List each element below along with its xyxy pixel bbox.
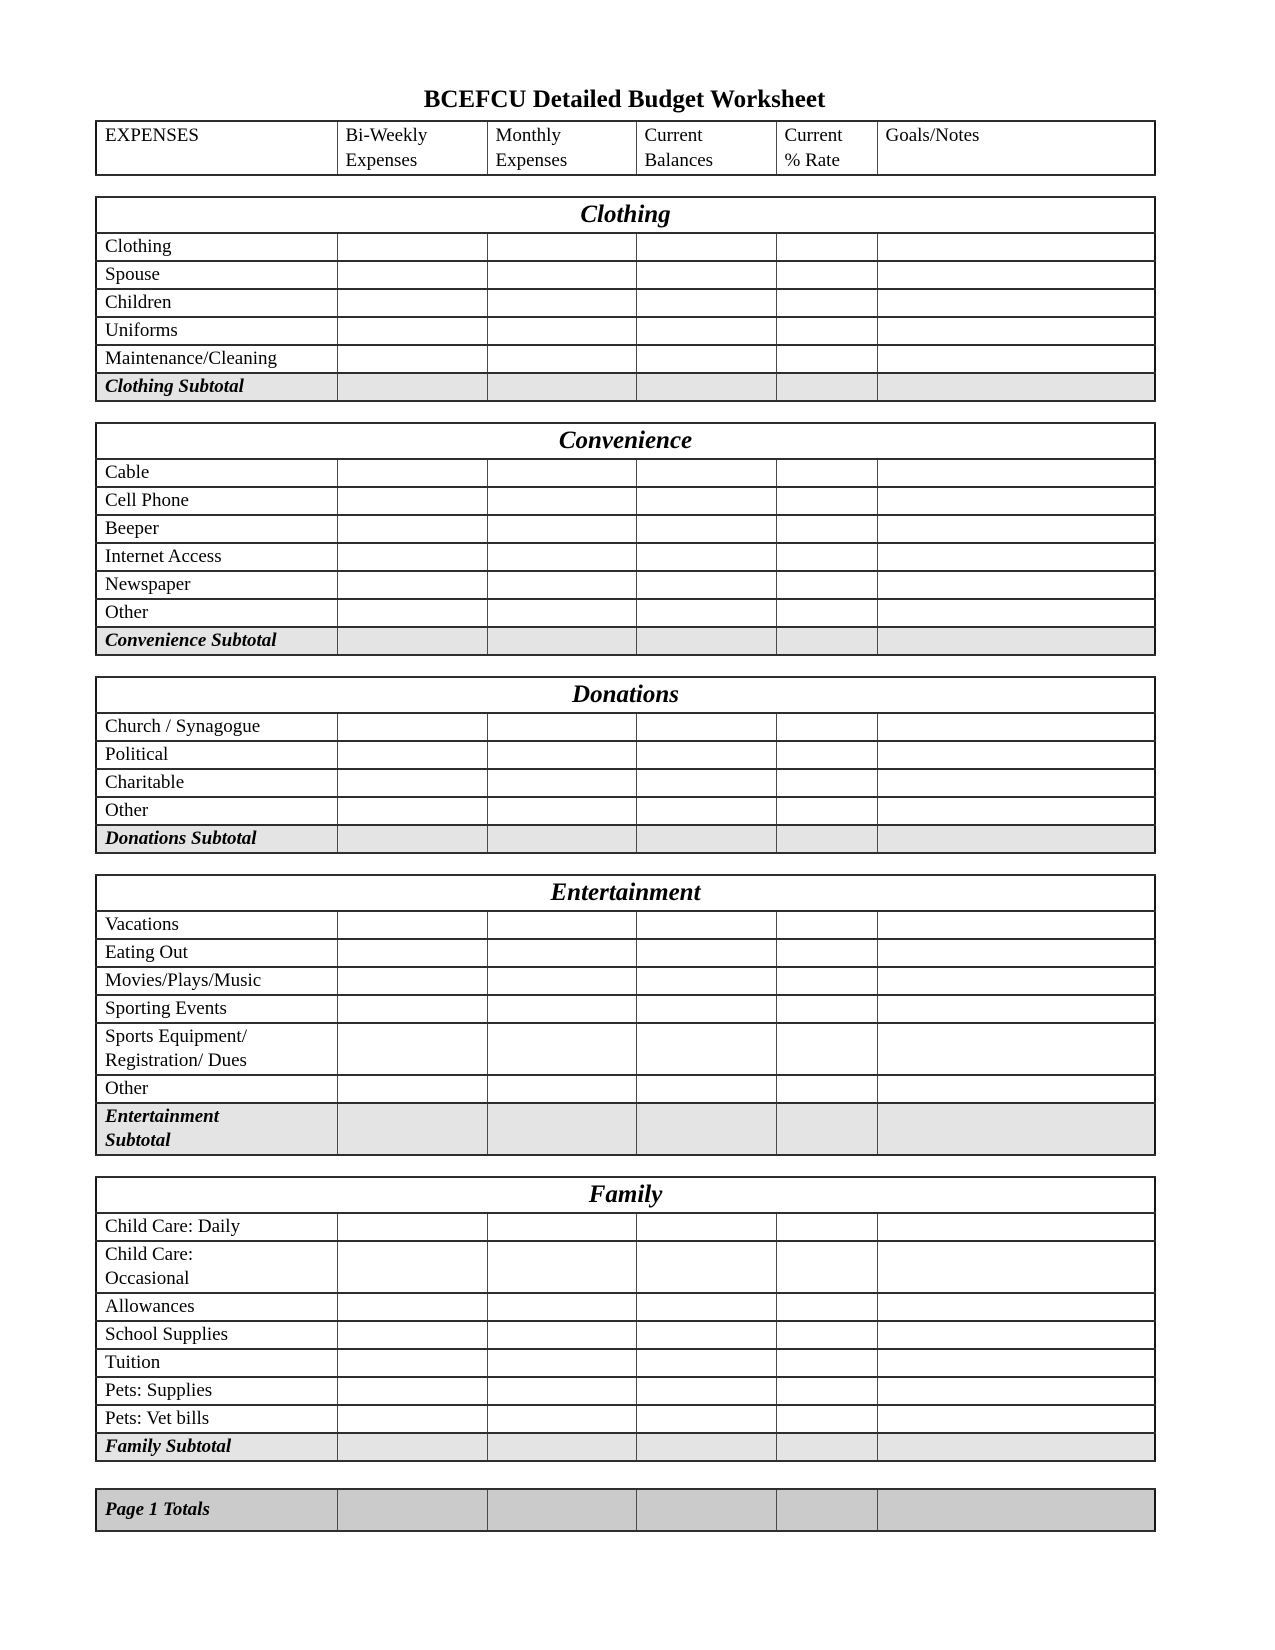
table-row — [96, 261, 1155, 289]
empty-cell — [487, 1241, 636, 1293]
table-row — [96, 289, 1155, 317]
subtotal-row — [96, 1433, 1155, 1461]
empty-cell — [877, 1293, 1155, 1321]
empty-cell — [776, 261, 877, 289]
empty-cell — [487, 487, 636, 515]
empty-cell — [337, 1377, 487, 1405]
empty-cell — [337, 1075, 487, 1103]
empty-cell — [877, 1489, 1155, 1531]
empty-cell — [877, 1213, 1155, 1241]
row-label: Movies/Plays/Music — [96, 967, 337, 995]
empty-cell — [487, 1321, 636, 1349]
table-row — [96, 317, 1155, 345]
table-row — [96, 515, 1155, 543]
empty-cell — [487, 1405, 636, 1433]
table-row — [96, 713, 1155, 741]
empty-cell — [636, 825, 776, 853]
empty-cell — [776, 543, 877, 571]
empty-cell — [877, 1377, 1155, 1405]
empty-cell — [877, 911, 1155, 939]
empty-cell — [337, 233, 487, 261]
subtotal-label: Family Subtotal — [96, 1433, 337, 1461]
empty-cell — [776, 911, 877, 939]
table-row — [96, 1405, 1155, 1433]
empty-cell — [776, 1103, 877, 1155]
table-row — [96, 1023, 1155, 1075]
empty-cell — [877, 345, 1155, 373]
empty-cell — [776, 233, 877, 261]
entertainment-section-table — [95, 874, 1156, 1156]
column-header-goals-notes: Goals/Notes — [877, 121, 1155, 175]
row-label: Spouse — [96, 261, 337, 289]
empty-cell — [636, 1075, 776, 1103]
row-label: Other — [96, 599, 337, 627]
empty-cell — [776, 1023, 877, 1075]
row-label: Uniforms — [96, 317, 337, 345]
empty-cell — [776, 599, 877, 627]
empty-cell — [776, 825, 877, 853]
empty-cell — [877, 741, 1155, 769]
subtotal-row — [96, 825, 1155, 853]
empty-cell — [877, 289, 1155, 317]
empty-cell — [776, 571, 877, 599]
empty-cell — [636, 373, 776, 401]
empty-cell — [487, 317, 636, 345]
row-label: Internet Access — [96, 543, 337, 571]
empty-cell — [337, 571, 487, 599]
empty-cell — [636, 289, 776, 317]
worksheet-content — [95, 86, 1154, 1532]
empty-cell — [776, 1321, 877, 1349]
row-label: Charitable — [96, 769, 337, 797]
empty-cell — [487, 459, 636, 487]
empty-cell — [636, 1023, 776, 1075]
column-header-current-rate: Current % Rate — [776, 121, 877, 175]
clothing-section-table — [95, 196, 1156, 402]
subtotal-label: Donations Subtotal — [96, 825, 337, 853]
empty-cell — [487, 1075, 636, 1103]
section-header-row — [96, 1177, 1155, 1213]
empty-cell — [337, 967, 487, 995]
page-title: BCEFCU Detailed Budget Worksheet — [423, 86, 826, 113]
empty-cell — [487, 1023, 636, 1075]
table-row — [96, 487, 1155, 515]
empty-cell — [636, 741, 776, 769]
section-header-row — [96, 423, 1155, 459]
empty-cell — [487, 289, 636, 317]
empty-cell — [337, 1433, 487, 1461]
empty-cell — [877, 261, 1155, 289]
empty-cell — [877, 459, 1155, 487]
row-label: Newspaper — [96, 571, 337, 599]
empty-cell — [877, 967, 1155, 995]
empty-cell — [487, 825, 636, 853]
section-header-row — [96, 197, 1155, 233]
empty-cell — [487, 233, 636, 261]
empty-cell — [636, 543, 776, 571]
empty-cell — [636, 1103, 776, 1155]
empty-cell — [337, 995, 487, 1023]
row-label: Pets: Supplies — [96, 1377, 337, 1405]
table-row — [96, 543, 1155, 571]
empty-cell — [877, 1241, 1155, 1293]
table-row — [96, 459, 1155, 487]
row-label: Beeper — [96, 515, 337, 543]
empty-cell — [776, 1075, 877, 1103]
table-row — [96, 1213, 1155, 1241]
row-label: Political — [96, 741, 337, 769]
empty-cell — [487, 1293, 636, 1321]
row-label: Sports Equipment/ Registration/ Dues — [96, 1023, 337, 1075]
empty-cell — [776, 1433, 877, 1461]
empty-cell — [776, 769, 877, 797]
empty-cell — [487, 345, 636, 373]
row-label: Cell Phone — [96, 487, 337, 515]
table-row — [96, 1321, 1155, 1349]
empty-cell — [487, 261, 636, 289]
table-row — [96, 911, 1155, 939]
empty-cell — [776, 741, 877, 769]
column-header-monthly-expenses: Monthly Expenses — [487, 121, 636, 175]
empty-cell — [487, 995, 636, 1023]
table-row — [96, 967, 1155, 995]
empty-cell — [337, 1213, 487, 1241]
empty-cell — [877, 1433, 1155, 1461]
empty-cell — [636, 1377, 776, 1405]
row-label: Other — [96, 797, 337, 825]
empty-cell — [877, 1075, 1155, 1103]
row-label: Vacations — [96, 911, 337, 939]
empty-cell — [877, 373, 1155, 401]
empty-cell — [776, 797, 877, 825]
empty-cell — [337, 911, 487, 939]
empty-cell — [877, 317, 1155, 345]
page-totals-row — [96, 1489, 1155, 1531]
page-totals-table — [95, 1488, 1156, 1532]
table-row — [96, 1241, 1155, 1293]
expenses-header-table — [95, 120, 1156, 176]
empty-cell — [337, 599, 487, 627]
row-label: School Supplies — [96, 1321, 337, 1349]
empty-cell — [337, 939, 487, 967]
empty-cell — [487, 1489, 636, 1531]
table-row — [96, 233, 1155, 261]
row-label: Child Care: Daily — [96, 1213, 337, 1241]
empty-cell — [877, 1023, 1155, 1075]
row-label: Allowances — [96, 1293, 337, 1321]
table-row — [96, 1349, 1155, 1377]
empty-cell — [337, 713, 487, 741]
subtotal-row — [96, 1103, 1155, 1155]
empty-cell — [776, 1489, 877, 1531]
empty-cell — [487, 1377, 636, 1405]
row-label: Children — [96, 289, 337, 317]
empty-cell — [487, 713, 636, 741]
empty-cell — [636, 1433, 776, 1461]
empty-cell — [636, 459, 776, 487]
empty-cell — [337, 825, 487, 853]
empty-cell — [337, 487, 487, 515]
empty-cell — [337, 1241, 487, 1293]
empty-cell — [776, 459, 877, 487]
section-title: Convenience — [96, 423, 1155, 459]
empty-cell — [636, 967, 776, 995]
empty-cell — [337, 1349, 487, 1377]
empty-cell — [337, 1293, 487, 1321]
empty-cell — [776, 487, 877, 515]
table-row — [96, 741, 1155, 769]
empty-cell — [776, 1213, 877, 1241]
empty-cell — [877, 233, 1155, 261]
empty-cell — [487, 769, 636, 797]
table-row — [96, 939, 1155, 967]
empty-cell — [636, 233, 776, 261]
row-label: Other — [96, 1075, 337, 1103]
empty-cell — [487, 1213, 636, 1241]
empty-cell — [636, 261, 776, 289]
empty-cell — [877, 515, 1155, 543]
subtotal-label: Convenience Subtotal — [96, 627, 337, 655]
empty-cell — [877, 627, 1155, 655]
empty-cell — [636, 571, 776, 599]
empty-cell — [487, 599, 636, 627]
table-row — [96, 599, 1155, 627]
empty-cell — [776, 289, 877, 317]
empty-cell — [487, 1433, 636, 1461]
section-header-row — [96, 875, 1155, 911]
empty-cell — [337, 627, 487, 655]
empty-cell — [337, 1023, 487, 1075]
empty-cell — [636, 1489, 776, 1531]
empty-cell — [877, 713, 1155, 741]
empty-cell — [636, 627, 776, 655]
empty-cell — [337, 543, 487, 571]
empty-cell — [487, 967, 636, 995]
empty-cell — [877, 1103, 1155, 1155]
table-row — [96, 345, 1155, 373]
empty-cell — [776, 515, 877, 543]
empty-cell — [877, 797, 1155, 825]
section-title: Entertainment — [96, 875, 1155, 911]
column-header-biweekly-expenses: Bi-Weekly Expenses — [337, 121, 487, 175]
empty-cell — [636, 1349, 776, 1377]
section-header-row — [96, 677, 1155, 713]
empty-cell — [636, 797, 776, 825]
row-label: Sporting Events — [96, 995, 337, 1023]
empty-cell — [337, 317, 487, 345]
empty-cell — [877, 1405, 1155, 1433]
empty-cell — [487, 543, 636, 571]
empty-cell — [337, 261, 487, 289]
empty-cell — [337, 797, 487, 825]
empty-cell — [487, 797, 636, 825]
empty-cell — [877, 995, 1155, 1023]
subtotal-row — [96, 373, 1155, 401]
empty-cell — [337, 289, 487, 317]
empty-cell — [487, 515, 636, 543]
empty-cell — [877, 769, 1155, 797]
row-label: Clothing — [96, 233, 337, 261]
empty-cell — [487, 1349, 636, 1377]
subtotal-label: Clothing Subtotal — [96, 373, 337, 401]
row-label: Child Care: Occasional — [96, 1241, 337, 1293]
subtotal-label: Entertainment Subtotal — [96, 1103, 337, 1155]
page-totals-label: Page 1 Totals — [96, 1489, 337, 1531]
section-title: Family — [96, 1177, 1155, 1213]
empty-cell — [487, 627, 636, 655]
empty-cell — [487, 571, 636, 599]
empty-cell — [487, 939, 636, 967]
row-label: Tuition — [96, 1349, 337, 1377]
empty-cell — [636, 1293, 776, 1321]
empty-cell — [776, 1241, 877, 1293]
empty-cell — [877, 571, 1155, 599]
empty-cell — [877, 939, 1155, 967]
table-row — [96, 571, 1155, 599]
empty-cell — [337, 1405, 487, 1433]
empty-cell — [877, 599, 1155, 627]
table-row — [96, 1075, 1155, 1103]
row-label: Eating Out — [96, 939, 337, 967]
empty-cell — [337, 459, 487, 487]
empty-cell — [337, 373, 487, 401]
empty-cell — [776, 345, 877, 373]
empty-cell — [877, 487, 1155, 515]
empty-cell — [636, 515, 776, 543]
expenses-label: EXPENSES — [96, 121, 337, 175]
empty-cell — [776, 1349, 877, 1377]
empty-cell — [636, 1213, 776, 1241]
empty-cell — [776, 939, 877, 967]
table-row — [96, 995, 1155, 1023]
empty-cell — [636, 939, 776, 967]
expenses-header-row — [96, 121, 1155, 175]
row-label: Church / Synagogue — [96, 713, 337, 741]
empty-cell — [487, 1103, 636, 1155]
empty-cell — [337, 345, 487, 373]
empty-cell — [776, 995, 877, 1023]
empty-cell — [636, 713, 776, 741]
empty-cell — [636, 599, 776, 627]
empty-cell — [487, 741, 636, 769]
empty-cell — [776, 713, 877, 741]
empty-cell — [877, 1349, 1155, 1377]
subtotal-row — [96, 627, 1155, 655]
empty-cell — [877, 543, 1155, 571]
donations-section-table — [95, 676, 1156, 854]
empty-cell — [337, 1103, 487, 1155]
section-title: Donations — [96, 677, 1155, 713]
empty-cell — [337, 515, 487, 543]
empty-cell — [636, 911, 776, 939]
row-label: Pets: Vet bills — [96, 1405, 337, 1433]
table-row — [96, 797, 1155, 825]
row-label: Cable — [96, 459, 337, 487]
empty-cell — [636, 1241, 776, 1293]
empty-cell — [636, 345, 776, 373]
row-label: Maintenance/Cleaning — [96, 345, 337, 373]
section-title: Clothing — [96, 197, 1155, 233]
empty-cell — [877, 825, 1155, 853]
table-row — [96, 1377, 1155, 1405]
empty-cell — [636, 769, 776, 797]
empty-cell — [776, 1293, 877, 1321]
table-row — [96, 1293, 1155, 1321]
empty-cell — [776, 1377, 877, 1405]
empty-cell — [636, 1321, 776, 1349]
column-header-current-balances: Current Balances — [636, 121, 776, 175]
empty-cell — [776, 627, 877, 655]
empty-cell — [337, 1489, 487, 1531]
empty-cell — [487, 373, 636, 401]
empty-cell — [487, 911, 636, 939]
empty-cell — [776, 1405, 877, 1433]
empty-cell — [337, 1321, 487, 1349]
family-section-table — [95, 1176, 1156, 1462]
empty-cell — [776, 967, 877, 995]
empty-cell — [636, 1405, 776, 1433]
empty-cell — [337, 769, 487, 797]
empty-cell — [636, 487, 776, 515]
convenience-section-table — [95, 422, 1156, 656]
section-tables-container — [95, 196, 1154, 1462]
empty-cell — [877, 1321, 1155, 1349]
empty-cell — [636, 317, 776, 345]
empty-cell — [337, 741, 487, 769]
empty-cell — [636, 995, 776, 1023]
table-row — [96, 769, 1155, 797]
empty-cell — [776, 317, 877, 345]
empty-cell — [776, 373, 877, 401]
